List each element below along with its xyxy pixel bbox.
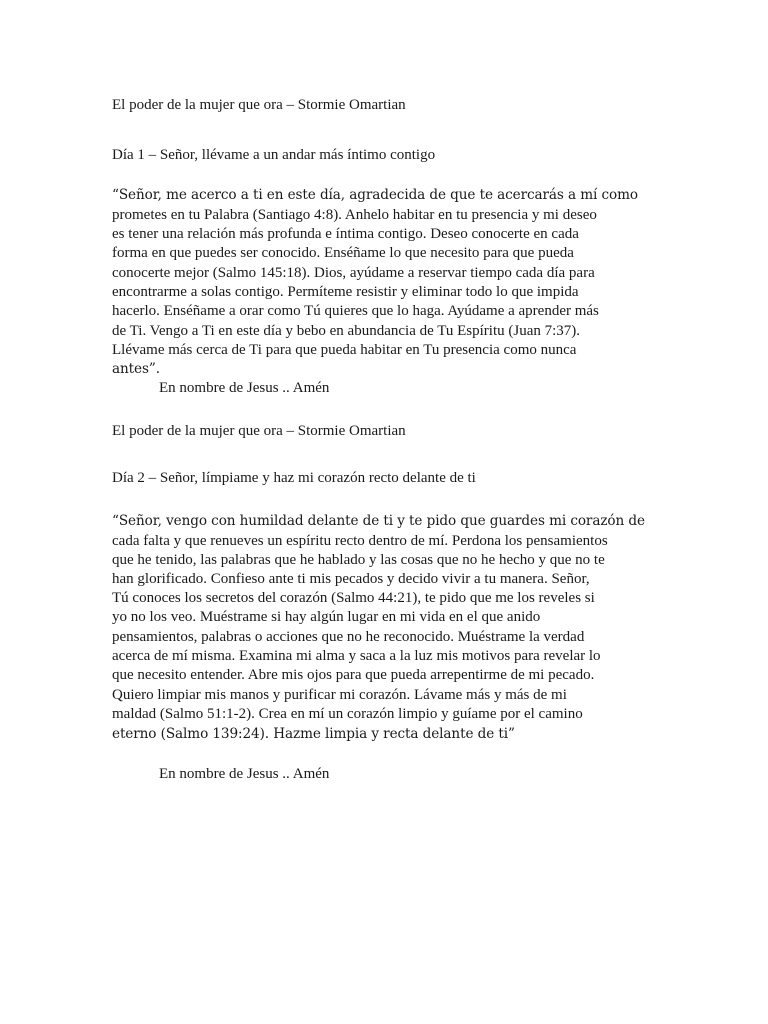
day2-prayer-line: han glorificado. Confieso ante ti mis pecados y decido vivir a tu manera. Señor, [112,571,590,587]
day2-prayer-line: eterno (Salmo 139:24). Hazme limpia y recta delante de ti” [112,726,515,742]
day1-prayer-line: forma en que puedes ser conocido. Enséñame lo que necesito para que pueda [112,245,574,261]
day2-prayer-line: que necesito entender. Abre mis ojos para que pueda arrepentirme de mi pecado. [112,667,595,683]
day2-prayer-line: yo no los veo. Muéstrame si hay algún lugar en mi vida en el que anido [112,609,541,625]
day2-prayer-line: cada falta y que renueves un espíritu recto dentro de mí. Perdona los pensamientos [112,533,608,549]
day1-prayer-line: antes”. [112,361,160,377]
day2-title: Día 2 – Señor, límpiame y haz mi corazón recto delante de ti [112,470,476,486]
day2-header: El poder de la mujer que ora – Stormie Omartian [112,423,406,439]
day1-amen: En nombre de Jesus .. Amén [159,380,330,396]
day2-amen: En nombre de Jesus .. Amén [159,766,330,782]
day1-prayer-line: es tener una relación más profunda e íntima contigo. Deseo conocerte en cada [112,226,579,242]
day1-prayer-line: prometes en tu Palabra (Santiago 4:8). Anhelo habitar en tu presencia y mi deseo [112,207,597,223]
day1-prayer-line: de Ti. Vengo a Ti en este día y bebo en abundancia de Tu Espíritu (Juan 7:37). [112,323,581,339]
day2-prayer-line: maldad (Salmo 51:1-2). Crea en mí un corazón limpio y guíame por el camino [112,706,583,722]
day2-prayer-line: acerca de mí misma. Examina mi alma y saca a la luz mis motivos para revelar lo [112,648,601,664]
day1-prayer-line: conocerte mejor (Salmo 145:18). Dios, ayúdame a reservar tiempo cada día para [112,265,595,281]
day2-prayer-line: Tú conoces los secretos del corazón (Salmo 44:21), te pido que me los reveles si [112,590,595,606]
day1-prayer-line: hacerlo. Enséñame a orar como Tú quieres que lo haga. Ayúdame a aprender más [112,303,599,319]
day2-prayer-line: pensamientos, palabras o acciones que no he reconocido. Muéstrame la verdad [112,629,585,645]
day1-prayer-line: encontrarme a solas contigo. Permíteme resistir y eliminar todo lo que impida [112,284,579,300]
day1-prayer-line: “Señor, me acerco a ti en este día, agradecida de que te acercarás a mí como [112,187,638,203]
day1-header: El poder de la mujer que ora – Stormie Omartian [112,97,406,113]
day2-prayer-line: “Señor, vengo con humildad delante de ti y te pido que guardes mi corazón de [112,513,645,529]
day2-prayer-line: que he tenido, las palabras que he hablado y las cosas que no he hecho y que no te [112,552,605,568]
day2-prayer-line: Quiero limpiar mis manos y purificar mi corazón. Lávame más y más de mi [112,687,567,703]
day1-prayer-line: Llévame más cerca de Ti para que pueda habitar en Tu presencia como nunca [112,342,577,358]
day1-title: Día 1 – Señor, llévame a un andar más íntimo contigo [112,147,436,163]
